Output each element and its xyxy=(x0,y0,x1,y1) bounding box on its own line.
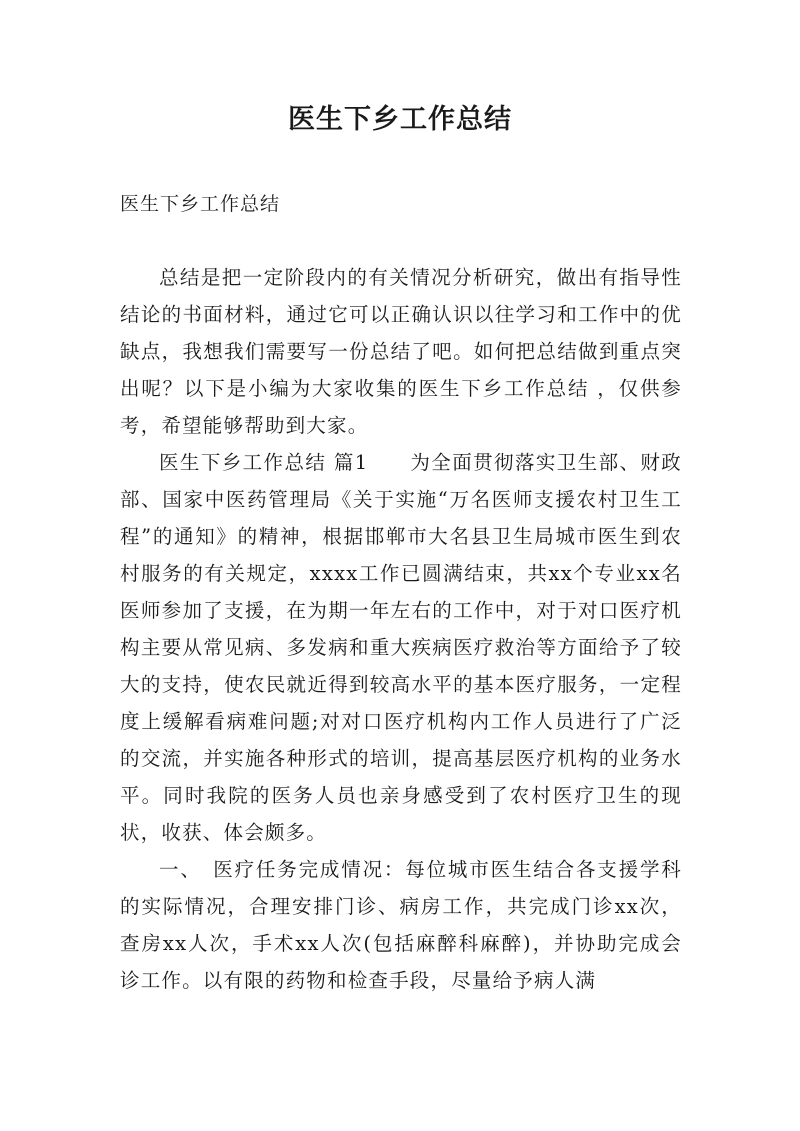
document-body xyxy=(120,259,682,999)
document-subtitle: 医生下乡工作总结 xyxy=(120,193,281,215)
document-title: 医生下乡工作总结 xyxy=(288,104,512,135)
intro-paragraph: 总结是把一定阶段内的有关情况分析研究，做出有指导性结论的书面材料，通过它可以正确认识以往学习和工作中的优缺点，我想我们需要写一份总结了吧。如何把总结做到重点突出呢？以下是小编为大家收集的医生下乡工作总结 ，仅供参考，希望能够帮助到大家。 xyxy=(120,266,682,437)
medical-tasks-paragraph: 一、 医疗任务完成情况：每位城市医生结合各支援学科的实际情况，合理安排门诊、病房工作，共完成门诊xx次，查房xx人次，手术xx人次(包括麻醉科麻醉)，并协助完成会诊工作。以有限的药物和检查手段，尽量给予病人满 xyxy=(120,858,682,992)
section-1-paragraph: 医生下乡工作总结 篇1 为全面贯彻落实卫生部、财政部、国家中医药管理局《关于实施“万名医师支援农村卫生工程”的通知》的精神，根据邯郸市大名县卫生局城市医生到农村服务的有关规定，xxxx工作已圆满结束，共xx个专业xx名医师参加了支援，在为期一年左右的工作中，对于对口医疗机构主要从常见病、多发病和重大疾病医疗救治等方面给予了较大的支持，使农民就近得到较高水平的基本医疗服务，一定程度上缓解看病难问题;对对口医疗机构内工作人员进行了广泛的交流，并实施各种形式的培训，提高基层医疗机构的业务水平。同时我院的医务人员也亲身感受到了农村医疗卫生的现状，收获、体会颇多。 xyxy=(120,451,682,844)
